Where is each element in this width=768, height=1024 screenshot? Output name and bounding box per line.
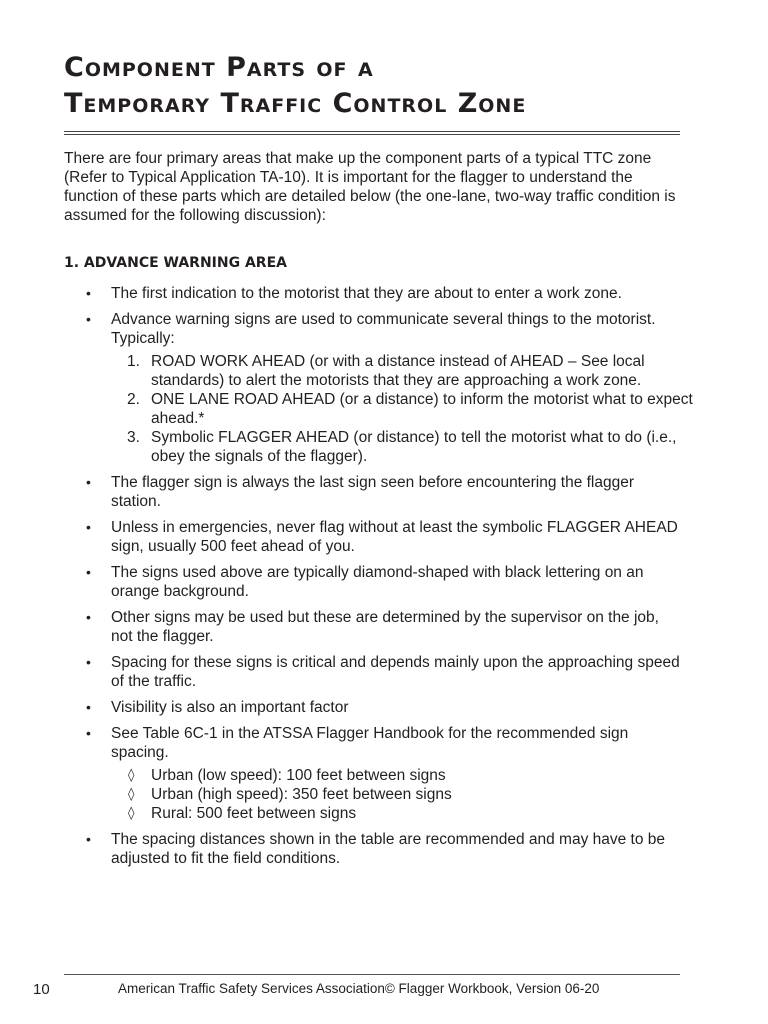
spacing-item-text: Urban (low speed): 100 feet between signs <box>151 767 446 784</box>
list-item <box>0 653 681 691</box>
title-line-2: Temporary Traffic Control Zone <box>64 88 527 119</box>
list-item <box>0 518 681 556</box>
section-heading: 1. ADVANCE WARNING AREA <box>64 255 287 271</box>
spacing-item <box>111 766 681 785</box>
numbered-item <box>111 428 711 466</box>
numbered-sign-list <box>127 352 693 466</box>
numbered-item <box>111 390 711 428</box>
title-rule-lower <box>64 134 680 135</box>
list-item-text: The spacing distances shown in the table are recommended and may have to be adjusted to fit the field conditions. <box>111 831 666 867</box>
spacing-item-text: Rural: 500 feet between signs <box>151 805 357 822</box>
numbered-item-text: ONE LANE ROAD AHEAD (or a distance) to inform the motorist what to expect ahead.* <box>151 391 693 427</box>
spacing-item-text: Urban (high speed): 350 feet between signs <box>151 786 452 803</box>
bullet-list <box>0 284 700 875</box>
title-line-1: Component Parts of a <box>64 52 374 83</box>
list-item <box>0 724 681 823</box>
footer-text: American Traffic Safety Services Association© Flagger Workbook, Version 06-20 <box>118 981 600 996</box>
item-number: 2. <box>127 391 140 408</box>
list-item-text: See Table 6C-1 in the ATSSA Flagger Handbook for the recommended sign spacing. <box>111 725 629 761</box>
list-item <box>0 698 681 717</box>
spacing-item <box>111 785 681 804</box>
title-rule-upper <box>64 131 680 132</box>
spacing-item <box>111 804 681 823</box>
list-item-text: Advance warning signs are used to communicate several things to the motorist. Typically: <box>111 311 656 347</box>
list-item-text: Spacing for these signs is critical and depends mainly upon the approaching speed of the traffic. <box>111 654 680 690</box>
list-item-text: Other signs may be used but these are determined by the supervisor on the job, not the flagger. <box>111 609 659 645</box>
item-number: 3. <box>127 429 140 446</box>
list-item <box>0 473 681 511</box>
numbered-item-text: ROAD WORK AHEAD (or with a distance instead of AHEAD – See local standards) to alert the motorists that they are approaching a work zone. <box>151 353 645 389</box>
spacing-list <box>128 766 681 823</box>
diamond-bullet-icon: ◊ <box>128 768 135 783</box>
page-title <box>64 50 526 122</box>
list-item-text: The signs used above are typically diamond-shaped with black lettering on an orange background. <box>111 564 644 600</box>
page-number: 10 <box>33 981 50 998</box>
diamond-bullet-icon: ◊ <box>128 787 135 802</box>
intro-paragraph: There are four primary areas that make up the component parts of a typical TTC zone (Refer to Typical Application TA-10). It is important for the flagger to understand the function of these parts which are detailed below (the one-lane, two-way traffic condition is assumed for the following discussion): <box>64 150 676 224</box>
list-item-text: The flagger sign is always the last sign seen before encountering the flagger station. <box>111 474 635 510</box>
list-item <box>0 310 693 466</box>
diamond-bullet-icon: ◊ <box>128 806 135 821</box>
list-item-text: The first indication to the motorist that they are about to enter a work zone. <box>111 285 622 302</box>
list-item <box>0 284 681 303</box>
numbered-item <box>111 352 711 390</box>
item-number: 1. <box>127 353 140 370</box>
list-item-text: Unless in emergencies, never flag without at least the symbolic FLAGGER AHEAD sign, usually 500 feet ahead of you. <box>111 519 678 555</box>
list-item <box>0 608 681 646</box>
list-item-text: Visibility is also an important factor <box>111 699 349 716</box>
footer-rule <box>64 974 680 975</box>
numbered-item-text: Symbolic FLAGGER AHEAD (or distance) to tell the motorist what to do (i.e., obey the signals of the flagger). <box>151 429 677 465</box>
list-item <box>0 563 681 601</box>
list-item <box>0 830 681 868</box>
